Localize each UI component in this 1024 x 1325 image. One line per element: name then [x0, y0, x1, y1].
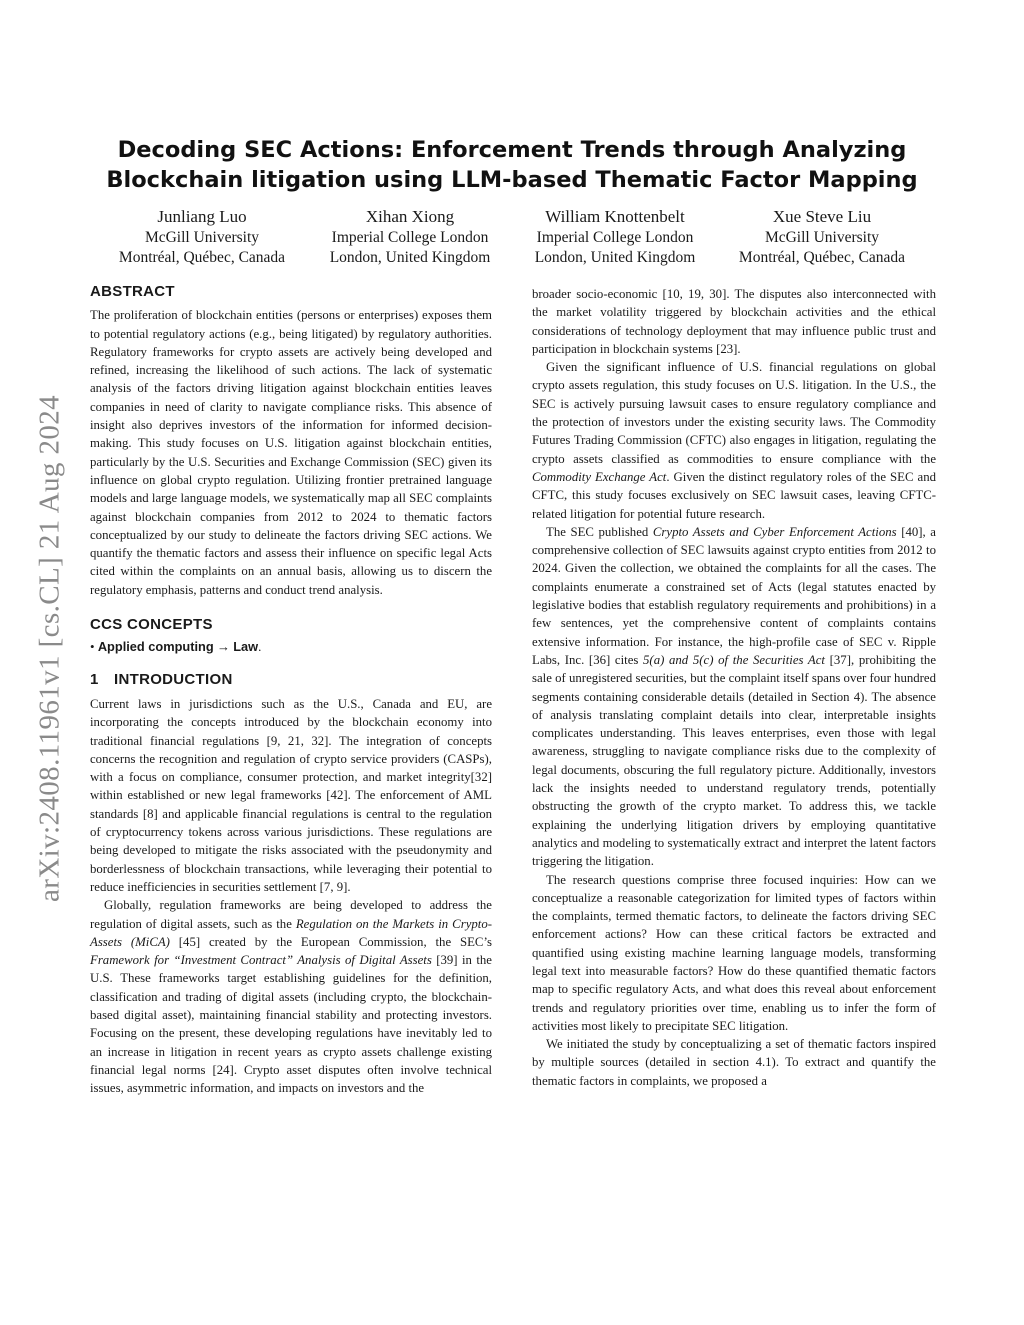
right-column: [532, 285, 936, 1090]
author-affiliation: Imperial College London: [331, 229, 489, 246]
author-affiliation: McGill University: [764, 229, 880, 246]
intro-paragraph-3: [532, 358, 936, 523]
text-run: [45] created by the European Commission, the SEC’s: [169, 934, 492, 949]
abstract-heading: ABSTRACT: [90, 283, 175, 300]
arrow-icon: →: [216, 639, 230, 655]
intro-paragraph-4: [532, 523, 936, 871]
abstract-text: The proliferation of blockchain entities (persons or enterprises) exposes them to potential regulatory actions (e.g., being litigated) by regulatory authorities. Regulatory frameworks for crypto assets are actively being developed and refined, increasing the likelihood of such actions. The lack of systematic analysis of the factors driving litigation against blockchain entities leaves companies in need of clarity to navigate compliance risks. This absence of insight also deprives investors of the information for informed decision-making. This study focuses on U.S. litigation against blockchain entities, particularly by the U.S. Securities and Exchange Commission (SEC) given its influence on global crypto regulation. Utilizing frontier pretrained language models and large language models, we systematically map all SEC complaints against blockchain companies from 2012 to 2024 to thematic factors conceptualized by our study to delineate the factors driving SEC actions. We quantify the thematic factors and assess their influence on specific legal Acts cited within the complaints on an annual basis, allowing us to discern the regulatory emphasis, patterns and conduct trend analysis.: [90, 308, 492, 597]
left-column: [90, 283, 492, 1097]
italic-run: Framework for “Investment Contract” Analysis of Digital Assets: [90, 953, 432, 968]
section-title: INTRODUCTION: [114, 670, 233, 688]
ccs-subconcept: Law: [233, 639, 259, 655]
author-name: Xihan Xiong: [365, 207, 455, 226]
paper-title: Decoding SEC Actions: Enforcement Trends through Analyzing Blockchain litigation using LLM-based Thematic Factor Mapping: [106, 137, 918, 193]
ccs-concepts: [90, 638, 492, 656]
author-location: London, United Kingdom: [329, 249, 491, 266]
author-name: Junliang Luo: [157, 207, 247, 226]
intro-paragraph-6: We initiated the study by conceptualizing a set of thematic factors inspired by multiple sources (detailed in section 4.1). To extract and quantify the thematic factors in complaints, we proposed a: [532, 1037, 936, 1088]
text-run: The SEC published: [546, 524, 653, 539]
arxiv-identifier: arXiv:2408.11961v1 [cs.CL] 21 Aug 2024: [33, 394, 66, 902]
author-location: London, United Kingdom: [534, 249, 696, 266]
text-run: Globally, regulation frameworks are being developed to address the regulation of digital assets, such as the: [90, 898, 492, 931]
section-number: 1: [90, 670, 99, 688]
author-2: [305, 206, 515, 268]
text-run: . Given the distinct regulatory roles of the SEC and CFTC, this study focuses exclusively on SEC lawsuit cases, leaving CFTC-related litigation for potential future research.: [532, 469, 936, 521]
intro-paragraph-2: [90, 896, 492, 1097]
ccs-period: .: [258, 639, 262, 655]
intro-heading: [90, 671, 492, 689]
ccs-heading: CCS CONCEPTS: [90, 616, 213, 634]
text-run: [37], prohibiting the sale of unregistered securities, but the complaint itself spans over four hundred segments containing considerable details (detailed in Section 4). The absence of analysis translating complaint details into clear, interpretable insights complicates understanding. This leaves enterprises, even those with legal awareness, struggling to navigate compliance risks due to the complexity of legal documents, obscuring the full regulatory picture. Additionally, investors lack the insights needed to understand regulatory trends, potentially obstructing the growth of the crypto market. To address this, we tackle explaining the underlying litigation drivers by employing quantitative analytics and modeling to systematically extract and interpret the latent factors triggering the litigation.: [532, 652, 936, 869]
intro-paragraph-5: The research questions comprise three focused inquiries: How can we conceptualize a reasonable categorization for limited types of factors within the complaints, termed thematic factors, to delineate the factors driving SEC enforcement actions? How can these critical factors be extracted and quantified using existing machine learning language models, transforming legal text into measurable factors? How do these quantified thematic factors map to specific regulatory Acts, and what does this reveal about enforcement trends and regulatory priorities over time, enabling us to infer the form of activities most likely to precipitate SEC litigation.: [532, 872, 936, 1033]
author-affiliation: Imperial College London: [536, 229, 694, 246]
author-location: Montréal, Québec, Canada: [118, 249, 286, 266]
text-run: [39] in the U.S. These frameworks target establishing guidelines for the definition, classification and trading of digital assets (including crypto, the blockchain-based digital asset), maintaining financial stability and protecting investors. Focusing on the present, these developing regulations have inevitably led to an increase in litigation in recent years as crypto assets challenge existing financial legal norms [24]. Crypto asset disputes often involve technical issues, asymmetric information, and impacts on investors and the: [90, 953, 492, 1096]
author-1: [97, 206, 307, 268]
author-4: [717, 206, 927, 268]
italic-run: 5(a) and 5(c) of the Securities Act: [643, 652, 825, 667]
ccs-concept: Applied computing: [97, 639, 214, 655]
author-location: Montréal, Québec, Canada: [738, 249, 906, 266]
author-affiliation: McGill University: [144, 229, 260, 246]
italic-run: Commodity Exchange Act: [532, 469, 667, 484]
author-3: [510, 206, 720, 268]
ccs-bullet: •: [90, 639, 95, 655]
italic-run: Crypto Assets and Cyber Enforcement Actions: [652, 524, 897, 539]
italic-run: Regulation on the Markets in Crypto-Assets (MiCA): [90, 916, 492, 949]
author-name: Xue Steve Liu: [772, 207, 872, 226]
intro-paragraph-1: Current laws in jurisdictions such as the U.S., Canada and EU, are incorporating the concepts introduced by the blockchain economy into traditional financial regulations [9, 21, 32]. The integration of concepts concerns the recognition and regulation of crypto service providers (CASPs), with a focus on compliance, consumer protection, and market integrity[32] within established or new legal frameworks [42]. The enforcement of AML standards [8] and applicable financial regulations is central to the regulation of cryptocurrency tokens across various jurisdictions. These regulations are being developed to mitigate the risks associated with the pseudonymity and borderlessness of blockchain transactions, while leveraging their potential to reduce inefficiencies in securities settlement [7, 9].: [90, 696, 492, 894]
text-run: Given the significant influence of U.S. financial regulations on global crypto assets regulation, this study focuses on U.S. litigation. In the U.S., the SEC is actively pursuing lawsuit cases to ensure regulatory compliance and the protection of investors under the existing security laws. The Commodity Futures Trading Commission (CFTC) also engages in litigation, regulating the crypto assets classified as commodities to ensure compliance with the: [532, 360, 936, 466]
intro-paragraph-2-cont: broader socio-economic [10, 19, 30]. The disputes also interconnected with the market volatility triggered by blockchain activities and the ethical considerations of technology deployment that may influence public trust and participation in blockchain systems [23].: [532, 287, 936, 356]
author-name: William Knottenbelt: [545, 207, 685, 226]
text-run: [40], a comprehensive collection of SEC lawsuits against crypto entities from 2012 to 2024. Given the collection, we obtained the complaints for all the cases. The complaints enumerate a constrained set of Acts (legal statutes enacted by legislative bodies that establish regulatory requirements and prohibitions) in a few sentences, yet the comprehensive content of complaints contains extensive information. For instance, the high-profile case of SEC v. Ripple Labs, Inc. [36] cites: [532, 524, 936, 667]
